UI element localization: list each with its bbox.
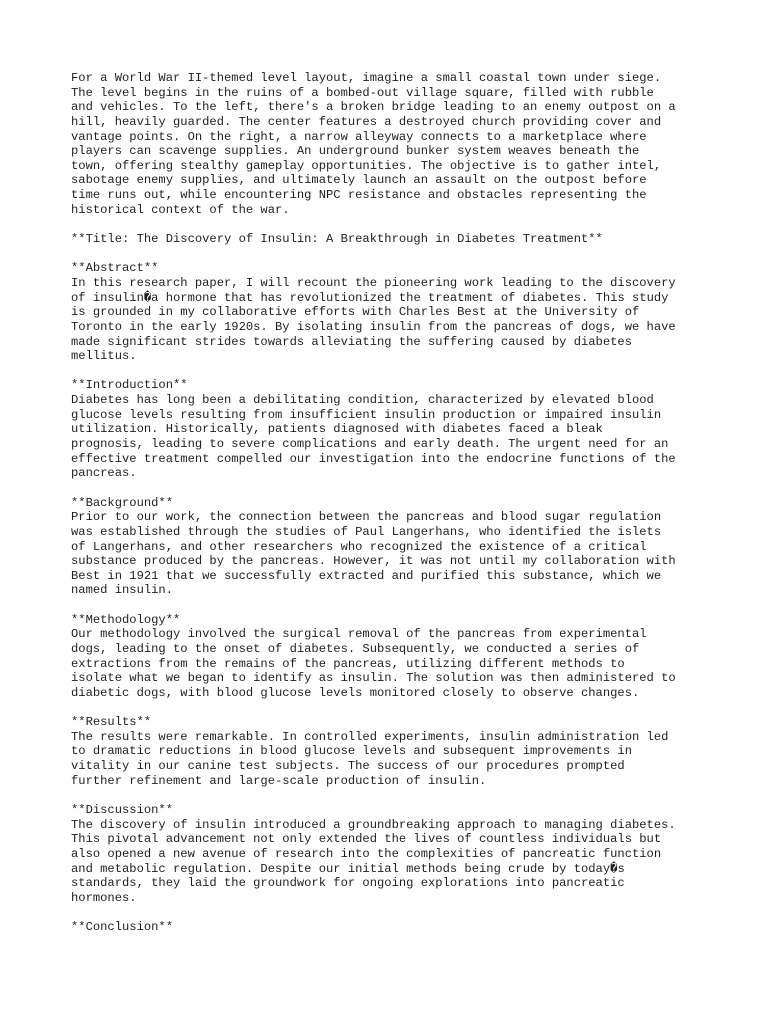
paragraph bbox=[71, 71, 711, 217]
paragraph-gap bbox=[71, 364, 711, 379]
paragraph-gap bbox=[71, 906, 711, 921]
text-line: and vehicles. To the left, there's a broken bridge leading to an enemy outpost on a bbox=[71, 100, 676, 115]
paragraph bbox=[71, 496, 711, 598]
text-line: named insulin. bbox=[71, 583, 173, 598]
text-line: mellitus. bbox=[71, 349, 137, 364]
text-line: players can scavenge supplies. An underground bunker system weaves beneath the bbox=[71, 144, 640, 159]
text-line: to dramatic reductions in blood glucose levels and subsequent improvements in bbox=[71, 744, 632, 759]
text-line: hill, heavily guarded. The center features a destroyed church providing cover and bbox=[71, 114, 662, 129]
text-line: historical context of the war. bbox=[71, 202, 290, 217]
paragraph bbox=[71, 261, 711, 363]
text-line: **Results** bbox=[71, 715, 152, 730]
text-line: Diabetes has long been a debilitating condition, characterized by elevated blood bbox=[71, 393, 654, 408]
text-line: and metabolic regulation. Despite our initial methods being crude by today�s bbox=[71, 861, 625, 876]
text-line: Our methodology involved the surgical removal of the pancreas from experimental bbox=[71, 627, 647, 642]
text-line: diabetic dogs, with blood glucose levels monitored closely to observe changes. bbox=[71, 685, 640, 700]
document-body bbox=[71, 71, 711, 935]
text-line: **Title: The Discovery of Insulin: A Breakthrough in Diabetes Treatment** bbox=[71, 232, 603, 247]
paragraph-gap bbox=[71, 247, 711, 262]
text-line: **Abstract** bbox=[71, 261, 159, 276]
text-line: **Introduction** bbox=[71, 378, 188, 393]
text-line: sabotage enemy supplies, and ultimately launch an assault on the outpost before bbox=[71, 173, 647, 188]
text-line: town, offering stealthy gameplay opportunities. The objective is to gather intel, bbox=[71, 158, 662, 173]
text-line: isolate what we began to identify as insulin. The solution was then administered to bbox=[71, 671, 676, 686]
text-line: further refinement and large-scale production of insulin. bbox=[71, 773, 487, 788]
text-line: glucose levels resulting from insufficient insulin production or impaired insulin bbox=[71, 407, 662, 422]
text-line: The results were remarkable. In controlled experiments, insulin administration led bbox=[71, 729, 669, 744]
text-line: extractions from the remains of the pancreas, utilizing different methods to bbox=[71, 656, 625, 671]
text-line: Prior to our work, the connection between the pancreas and blood sugar regulation bbox=[71, 510, 662, 525]
paragraph bbox=[71, 378, 711, 480]
text-line: **Discussion** bbox=[71, 803, 173, 818]
paragraph-gap bbox=[71, 217, 711, 232]
paragraph bbox=[71, 232, 711, 247]
text-line: of Langerhans, and other researchers who recognized the existence of a critical bbox=[71, 539, 647, 554]
text-line: **Methodology** bbox=[71, 612, 181, 627]
paragraph-gap bbox=[71, 598, 711, 613]
text-line: For a World War II-themed level layout, imagine a small coastal town under siege. bbox=[71, 71, 662, 85]
paragraph bbox=[71, 803, 711, 905]
text-line: **Conclusion** bbox=[71, 920, 173, 935]
paragraph bbox=[71, 920, 711, 935]
text-line: also opened a new avenue of research into the complexities of pancreatic function bbox=[71, 846, 662, 861]
paragraph bbox=[71, 715, 711, 788]
text-line: of insulin�a hormone that has revolutionized the treatment of diabetes. This study bbox=[71, 290, 669, 305]
text-line: In this research paper, I will recount the pioneering work leading to the discovery bbox=[71, 275, 676, 290]
paragraph-gap bbox=[71, 788, 711, 803]
text-line: vitality in our canine test subjects. The success of our procedures prompted bbox=[71, 759, 625, 774]
text-line: made significant strides towards alleviating the suffering caused by diabetes bbox=[71, 334, 632, 349]
paragraph bbox=[71, 613, 711, 701]
text-line: The discovery of insulin introduced a groundbreaking approach to managing diabetes. bbox=[71, 817, 676, 832]
text-line: This pivotal advancement not only extended the lives of countless individuals but bbox=[71, 832, 662, 847]
text-line: effective treatment compelled our investigation into the endocrine functions of the bbox=[71, 451, 676, 466]
text-line: standards, they laid the groundwork for ongoing explorations into pancreatic bbox=[71, 876, 625, 891]
text-line: was established through the studies of Paul Langerhans, who identified the islets bbox=[71, 524, 662, 539]
paragraph-gap bbox=[71, 481, 711, 496]
text-line: The level begins in the ruins of a bombed-out village square, filled with rubble bbox=[71, 85, 654, 100]
text-line: dogs, leading to the onset of diabetes. Subsequently, we conducted a series of bbox=[71, 641, 640, 656]
text-line: utilization. Historically, patients diagnosed with diabetes faced a bleak bbox=[71, 422, 603, 437]
text-line: vantage points. On the right, a narrow alleyway connects to a marketplace where bbox=[71, 129, 647, 144]
text-line: time runs out, while encountering NPC resistance and obstacles representing the bbox=[71, 188, 647, 203]
paragraph-gap bbox=[71, 701, 711, 716]
text-line: Best in 1921 that we successfully extracted and purified this substance, which we bbox=[71, 568, 662, 583]
text-line: Toronto in the early 1920s. By isolating insulin from the pancreas of dogs, we have bbox=[71, 319, 676, 334]
text-line: prognosis, leading to severe complications and early death. The urgent need for an bbox=[71, 437, 669, 452]
text-line: is grounded in my collaborative efforts with Charles Best at the University of bbox=[71, 305, 640, 320]
text-line: **Background** bbox=[71, 495, 173, 510]
text-line: hormones. bbox=[71, 890, 137, 905]
text-line: substance produced by the pancreas. However, it was not until my collaboration with bbox=[71, 554, 676, 569]
text-line: pancreas. bbox=[71, 466, 137, 481]
